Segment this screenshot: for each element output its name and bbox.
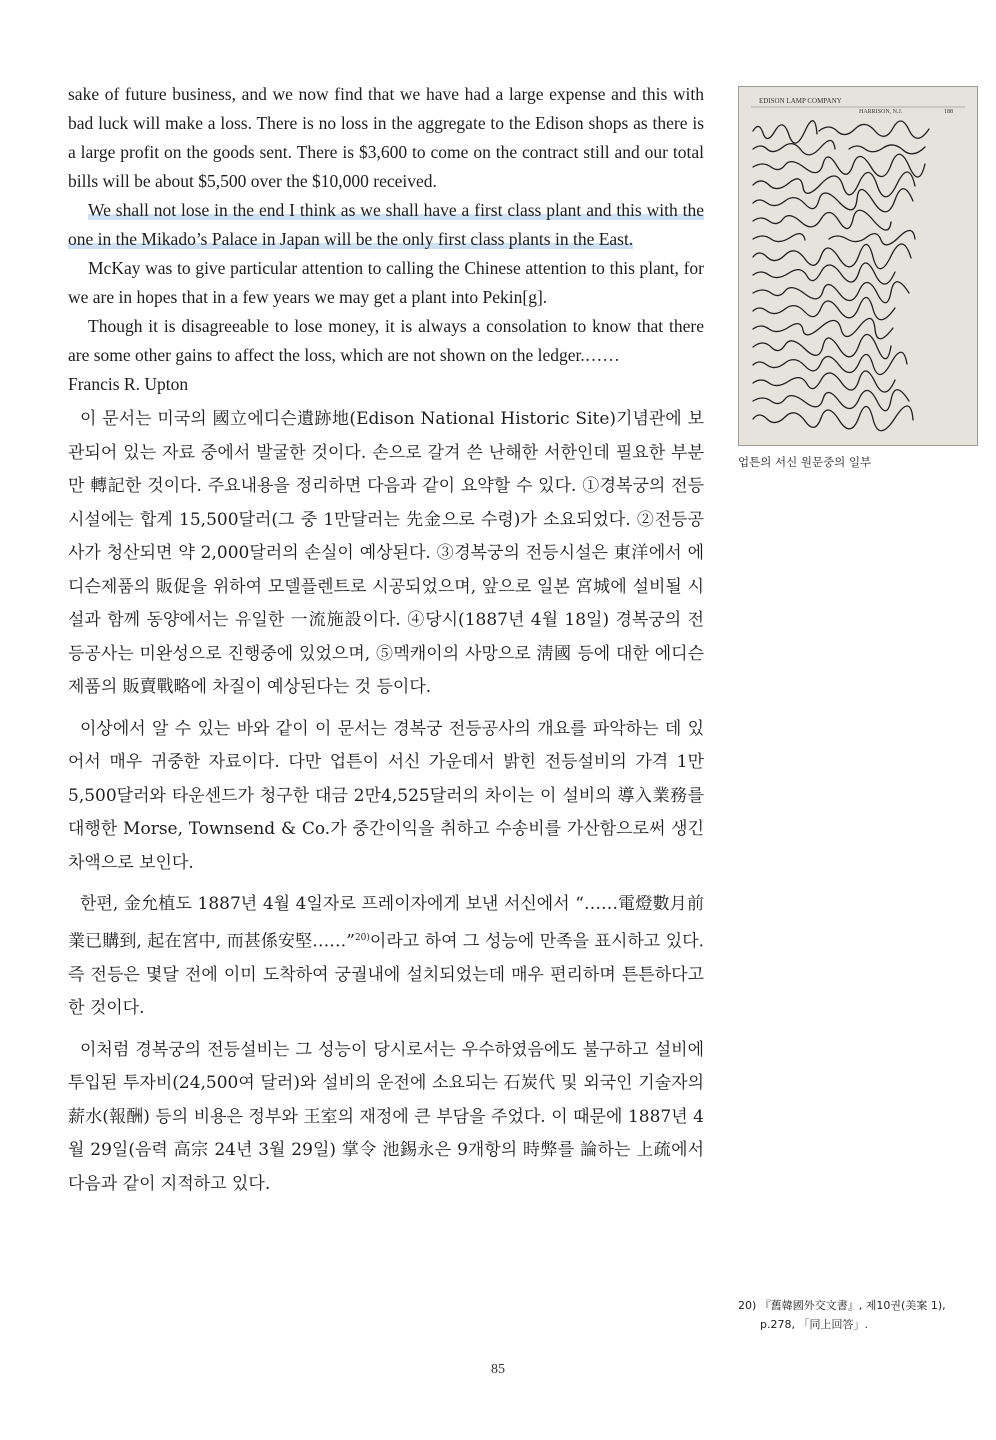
korean-paragraph-3: [68, 888, 704, 1026]
korean-paragraph-1: 이 문서는 미국의 國立에디슨遺跡地(Edison National Historic Site)기념관에 보관되어 있는 자료 중에서 발굴한 것이다. 손으로 갈겨 쓴 난해한 서한인데 필요한 부분만 轉記한 것이다. 주요내용을 정리하면 다음과 같이 요약할 수 있다. ①경복궁의 전등시설에는 합계 15,500달러(그 중 1만달러는 先金으로 수령)가 소요되었다. ②전등공사가 청산되면 약 2,000달러의 손실이 예상된다. ③경복궁의 전등시설은 東洋에서 에디슨제품의 販促을 위하여 모델플렌트로 시공되었으며, 앞으로 일본 宮城에 설비될 시설과 함께 동양에서는 유일한 一流施設이다. ④당시(1887년 4월 18일) 경복궁의 전등공사는 미완성으로 진행중에 있었으며, ⑤멕캐이의 사망으로 淸國 등에 대한 에디슨제품의 販賣戰略에 차질이 예상된다는 것 등이다.: [68, 409, 704, 697]
korean-commentary: [68, 403, 704, 1201]
footnote-line-2: p.278, 「同上回答」.: [760, 1318, 868, 1331]
handwritten-letter-image: [738, 86, 978, 446]
english-paragraph-2: [68, 196, 704, 254]
signature: Francis R. Upton: [68, 374, 189, 394]
letterhead-text: EDISON LAMP COMPANY: [759, 97, 842, 105]
highlighted-text: We shall not lose in the end I think as we shall have a first class plant and this with the one in the Mikado’s Palace in Japan will be the only first class plants in the East.: [68, 200, 704, 249]
letter-place-text: HARRISON, N.J.: [859, 109, 903, 115]
footnote-line-1: 20) 『舊韓國外交文書』, 제10권(美案 1),: [738, 1299, 946, 1312]
korean-paragraph-3-rest: 이라고 하여 그 성능에 만족을 표시하고 있다. 즉 전등은 몇달 전에 이미 도착하여 궁궐내에 설치되었는데 매우 편리하며 튼튼하다고 한 것이다.: [68, 931, 704, 1019]
main-column: [68, 80, 704, 1209]
letter-scan-svg: [739, 87, 977, 445]
footnote: [738, 1296, 978, 1334]
sidebar: [738, 86, 978, 470]
letter-date-text: 188: [944, 109, 953, 115]
english-paragraph-1: sake of future business, and we now find that we have had a large expense and this with bad luck will make a loss. There is no loss in the aggregate to the Edison shops as there is a large profit on the goods sent. There is $3,600 to come on the contract still and our total bills will be about $5,500 over the $10,000 received.: [68, 84, 704, 191]
footnote-reference: 20): [354, 932, 370, 943]
korean-paragraph-4: 이처럼 경복궁의 전등설비는 그 성능이 당시로서는 우수하였음에도 불구하고 설비에 투입된 투자비(24,500여 달러)와 설비의 운전에 소요되는 石炭代 및 외국인 기술자의 薪水(報酬) 등의 비용은 정부와 王室의 재정에 큰 부담을 주었다. 이 때문에 1887년 4월 29일(음력 高宗 24년 3월 29일) 掌令 池錫永은 9개항의 時弊를 論하는 上疏에서 다음과 같이 지적하고 있다.: [68, 1039, 704, 1194]
image-caption: 업튼의 서신 원문중의 일부: [738, 455, 872, 469]
korean-paragraph-2: 이상에서 알 수 있는 바와 같이 이 문서는 경복궁 전등공사의 개요를 파악하는 데 있어서 매우 귀중한 자료이다. 다만 업튼이 서신 가운데서 밝힌 전등설비의 가격 1만5,500달러와 타운센드가 청구한 대금 2만4,525달러의 차이는 이 설비의 導入業務를 대행한 Morse, Townsend & Co.가 중간이익을 취하고 수송비를 가산함으로써 생긴 차액으로 보인다.: [68, 718, 704, 873]
korean-paragraph-3-quote: 한편, 金允植도 1887년 4월 4일자로 프레이자에게 보낸 서신에서 “……電燈數月前業已購到, 起在宮中, 而甚係安堅……”: [68, 894, 704, 952]
page-number: 85: [491, 1362, 505, 1377]
english-paragraph-4: Though it is disagreeable to lose money, it is always a consolation to know that there are some other gains to affect the loss, which are not shown on the ledger.……: [68, 316, 704, 365]
english-paragraph-3: McKay was to give particular attention to calling the Chinese attention to this plant, for we are in hopes that in a few years we may get a plant into Pekin[g].: [68, 258, 704, 307]
english-letter-excerpt: [68, 80, 704, 399]
